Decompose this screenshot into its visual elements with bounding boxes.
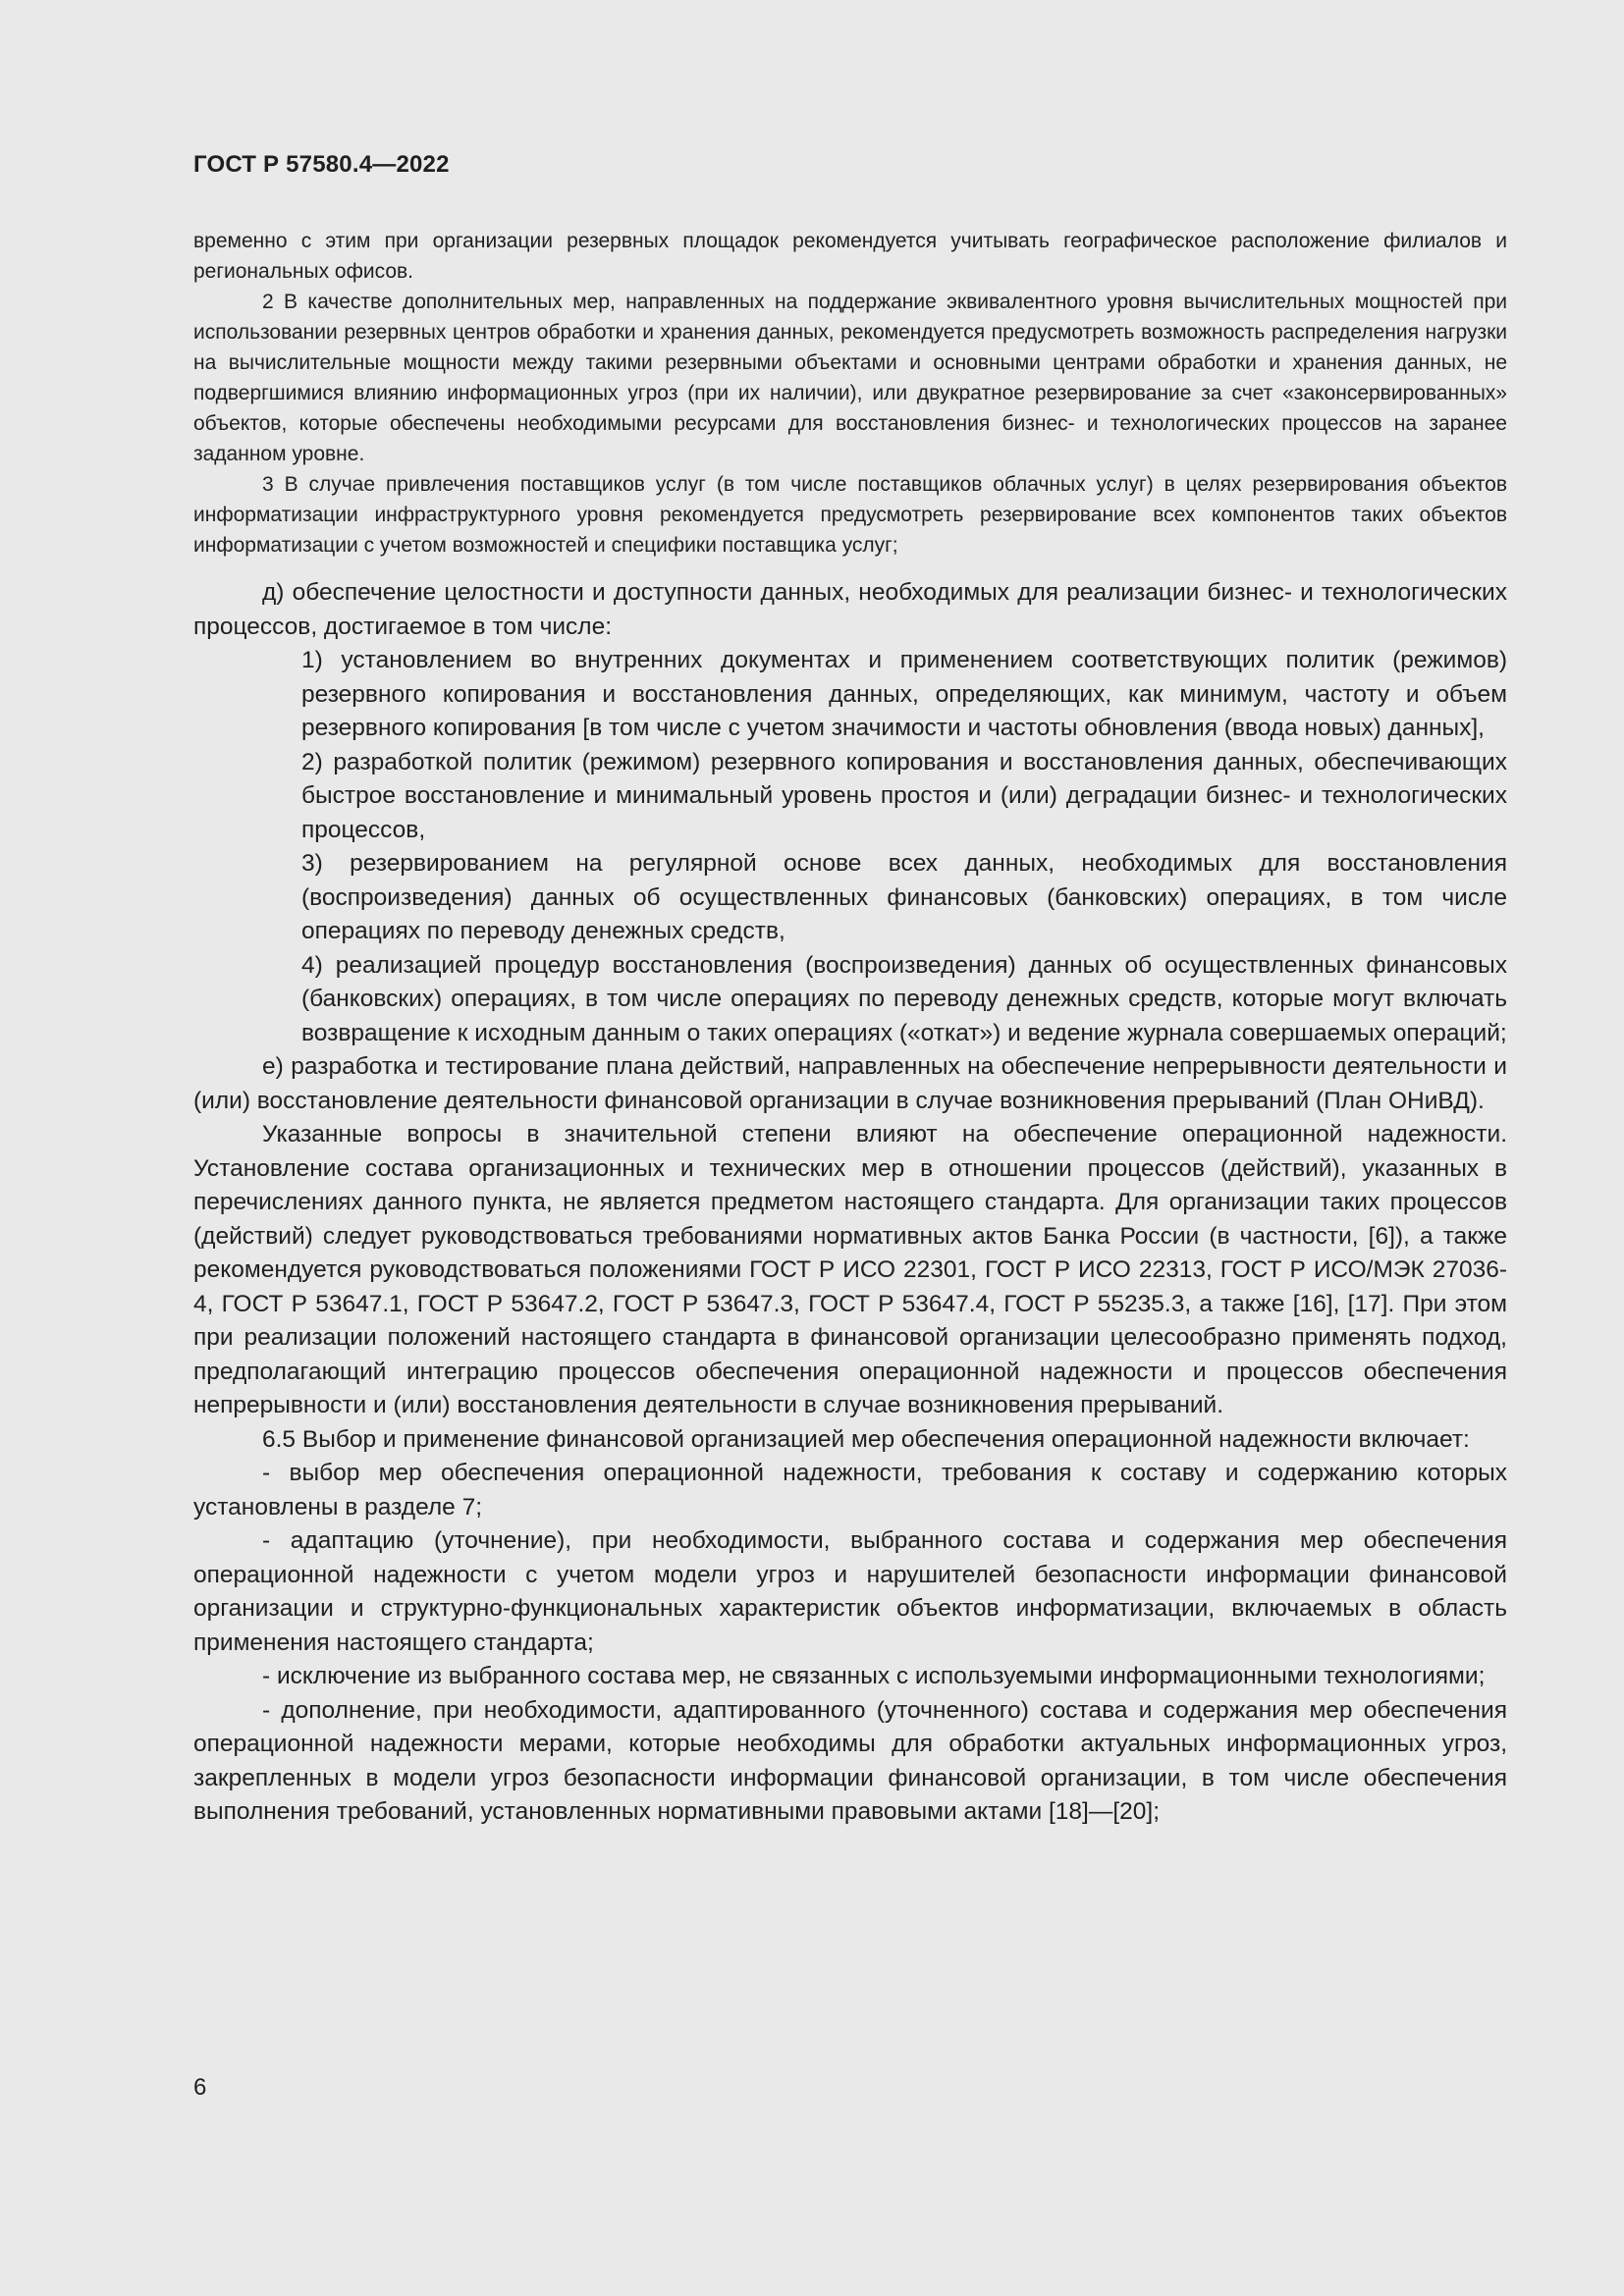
- list-item-e: е) разработка и тестирование плана действий, направленных на обеспечение непрерывности деятельности и (или) восстановление деятельности финансовой организации в случае возникновения прерываний (План ОНиВД).: [193, 1053, 1507, 1114]
- note-paragraph: 2 В качестве дополнительных мер, направленных на поддержание эквивалентного уровня вычислительных мощностей при использовании резервных центров обработки и хранения данных, рекомендуется предусмотреть возможность распределения нагрузки на вычислительные мощности между такими резервными объектами и основными центрами обработки и хранения данных, не подвергшимися влиянию информационных угроз (при их наличии), или двукратное резервирование за счет «законсервированных» объектов, которые обеспечены необходимыми ресурсами для восстановления бизнес- и технологических процессов на заранее заданном уровне.: [193, 291, 1507, 465]
- body-paragraph: Указанные вопросы в значительной степени влияют на обеспечение операционной надежности. Установление состава организационных и технических мер в отношении процессов (действий), указанных в перечислениях данного пункта, не является предметом настоящего стандарта. Для организации таких процессов (действий) следует руководствоваться требованиями нормативных актов Банка России (в частности, [6]), а также рекомендуется руководствоваться положениями ГОСТ Р ИСО 22301, ГОСТ Р ИСО 22313, ГОСТ Р ИСО/МЭК 27036-4, ГОСТ Р 53647.1, ГОСТ Р 53647.2, ГОСТ Р 53647.3, ГОСТ Р 53647.4, ГОСТ Р 55235.3, а также [16], [17]. При этом при реализации положений настоящего стандарта в финансовой организации целесообразно применять подход, предполагающий интеграцию процессов обеспечения операционной надежности и процессов обеспечения непрерывности и (или) восстановления деятельности в случае возникновения прерываний.: [193, 1121, 1507, 1418]
- bullet-item: - исключение из выбранного состава мер, не связанных с используемыми информационными технологиями;: [262, 1663, 1486, 1689]
- bullet-item: - адаптацию (уточнение), при необходимости, выбранного состава и содержания мер обеспечения операционной надежности с учетом модели угроз и нарушителей безопасности информации финансовой организации и структурно-функциональных характеристик объектов информатизации, включаемых в область применения настоящего стандарта;: [193, 1527, 1507, 1656]
- main-text: [193, 576, 1507, 1830]
- document-header: ГОСТ Р 57580.4—2022: [193, 151, 450, 178]
- note-paragraph: 3 В случае привлечения поставщиков услуг (в том числе поставщиков облачных услуг) в целях резервирования объектов информатизации инфраструктурного уровня рекомендуется предусмотреть резервирование всех компонентов таких объектов информатизации с учетом возможностей и специфики поставщика услуг;: [193, 473, 1507, 557]
- section-paragraph: 6.5 Выбор и применение финансовой организацией мер обеспечения операционной надежности включает:: [262, 1425, 1470, 1453]
- sub-list-item: 1) установлением во внутренних документах и применением соответствующих политик (режимов) резервного копирования и восстановления данных, определяющих, как минимум, частоту и объем резервного копирования [в том числе с учетом значимости и частоты обновления (ввода новых) данных],: [301, 647, 1507, 741]
- document-body: [193, 226, 1507, 1830]
- list-item-d: д) обеспечение целостности и доступности данных, необходимых для реализации бизнес- и технологических процессов, достигаемое в том числе:: [193, 579, 1507, 640]
- sub-list-item: 2) разработкой политик (режимом) резервного копирования и восстановления данных, обеспечивающих быстрое восстановление и минимальный уровень простоя и (или) деградации бизнес- и технологических процессов,: [301, 748, 1507, 843]
- bullet-item: - дополнение, при необходимости, адаптированного (уточненного) состава и содержания мер обеспечения операционной надежности мерами, которые необходимы для обработки актуальных информационных угроз, закрепленных в модели угроз безопасности информации финансовой организации, в том числе обеспечения выполнения требований, установленных нормативными правовыми актами [18]—[20];: [193, 1696, 1507, 1825]
- page-number: 6: [193, 2074, 207, 2101]
- sub-list-item: 4) реализацией процедур восстановления (воспроизведения) данных об осуществленных финансовых (банковских) операциях, в том числе операциях по переводу денежных средств, которые могут включать возвращение к исходным данным о таких операциях («откат») и ведение журнала совершаемых операций;: [301, 951, 1507, 1046]
- note-paragraph: временно с этим при организации резервных площадок рекомендуется учитывать географическое расположение филиалов и региональных офисов.: [193, 230, 1507, 283]
- sub-list-item: 3) резервированием на регулярной основе всех данных, необходимых для восстановления (воспроизведения) данных об осуществленных финансовых (банковских) операциях, в том числе операциях по переводу денежных средств,: [301, 850, 1507, 944]
- note-block: [193, 226, 1507, 561]
- bullet-item: - выбор мер обеспечения операционной надежности, требования к составу и содержанию которых установлены в разделе 7;: [193, 1460, 1507, 1521]
